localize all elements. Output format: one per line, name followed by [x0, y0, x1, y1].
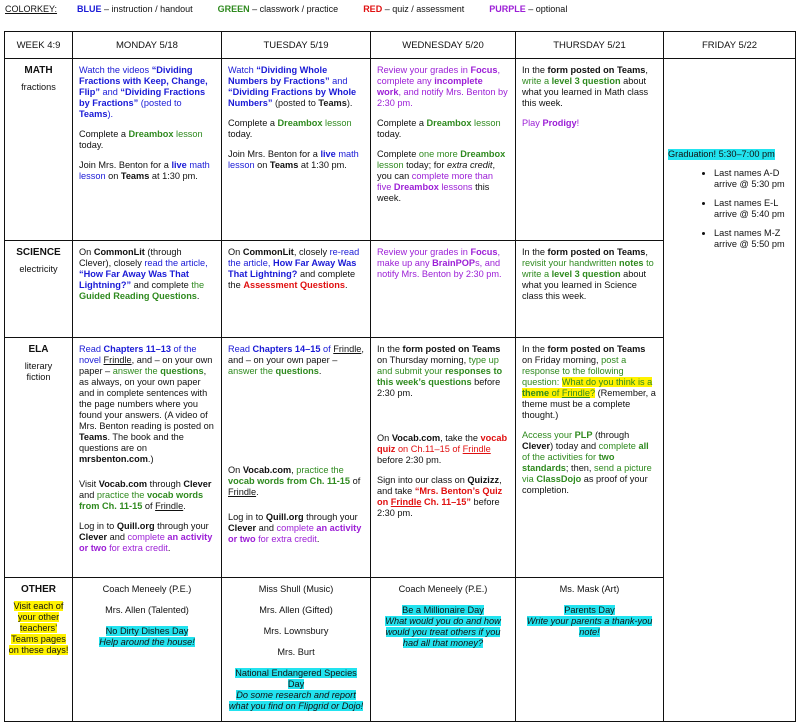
- ela-monday: Read Chapters 11–13 of the novel Frindle, and – on your own paper – answer the questions, as always, on your own paper and in complete sentences with the page numbers where you found your answers. (A video of Mrs. Benton reading is posted on Teams. The book and the questions are on mrsbenton.com.) Visit Vocab.com through Clever and practice the vocab words from Ch. 11-15 of Frindle. Log in to Quill.org through your Clever and complete an activity or two for extra credit.: [73, 338, 222, 578]
- math-thursday: In the form posted on Teams, write a level 3 question about what you learned in Math class this week. Play Prodigy!: [516, 59, 664, 241]
- subject-ela: [5, 338, 73, 578]
- subject-math-topic: fractions: [21, 82, 56, 92]
- other-tue-teacher-2: Mrs. Allen (Gifted): [259, 605, 333, 615]
- science-monday: On CommonLit (through Clever), closely read the article, “How Far Away Was That Lightning?” and complete the Guided Reading Questions.: [73, 241, 222, 338]
- other-wed-teacher-1: Coach Meneely (P.E.): [398, 584, 488, 594]
- key-red-desc: – quiz / assessment: [382, 4, 465, 14]
- other-mon-event: No Dirty Dishes Day: [105, 626, 189, 636]
- other-tuesday: [222, 578, 371, 722]
- science-wednesday: Review your grades in Focus, make up any BrainPOPs, and notify Mrs. Benton by 2:30 pm.: [371, 241, 516, 338]
- math-wednesday: Review your grades in Focus, complete any incomplete work, and notify Mrs. Benton by 2:30 pm. Complete a Dreambox lesson today. Complete one more Dreambox lesson today; for extra credit, you can complete more than five Dreambox lessons this week.: [371, 59, 516, 241]
- colorkey-title: COLORKEY:: [5, 4, 58, 14]
- other-monday: [73, 578, 222, 722]
- subject-science-name: SCIENCE: [16, 247, 61, 258]
- ela-wednesday: In the form posted on Teams on Thursday morning, type up and submit your responses to this week’s questions before 2:30 pm. On Vocab.com, take the vocab quiz on Ch.11–15 of Frindle before 2:30 pm. Sign into our class on Quizizz, and take “Mrs. Benton’s Quiz on Frindle Ch. 11–15” before 2:30 pm.: [371, 338, 516, 578]
- key-blue: BLUE: [77, 4, 102, 14]
- other-thu-teacher-1: Ms. Mask (Art): [559, 584, 620, 594]
- other-thursday: [516, 578, 664, 722]
- ela-thursday: In the form posted on Teams on Friday morning, post a response to the following question: What do you think is a theme of Frindle? (Remember, a theme must be a complete thought.) Access your PLP (through Clever) today and complete all of the activities for two standards; then, send a picture via ClassDojo as proof of your completion.: [516, 338, 664, 578]
- science-thursday: In the form posted on Teams, revisit your handwritten notes to write a level 3 question about what you learned in Science class this week.: [516, 241, 664, 338]
- key-blue-desc: – instruction / handout: [101, 4, 193, 14]
- subject-other-name: OTHER: [21, 584, 56, 595]
- math-tuesday: Watch “Dividing Whole Numbers by Fractions” and “Dividing Fractions by Whole Numbers” (posted to Teams). Complete a Dreambox lesson today. Join Mrs. Benton for a live math lesson on Teams at 1:30 pm.: [222, 59, 371, 241]
- subject-ela-genre-2: fiction: [26, 372, 51, 382]
- key-purple-desc: – optional: [525, 4, 568, 14]
- other-tue-teacher-4: Mrs. Burt: [277, 647, 315, 657]
- other-wednesday: [371, 578, 516, 722]
- header-friday: FRIDAY 5/22: [664, 32, 796, 59]
- arrival-item-mz: • Last names M-Z arrive @ 5:50 pm: [714, 228, 791, 250]
- weekly-schedule-table: [4, 31, 796, 722]
- graduation-note: Graduation! 5:30–7:00 pm: [668, 149, 775, 159]
- subject-math: [5, 59, 73, 241]
- subject-ela-name: ELA: [28, 344, 49, 355]
- header-tuesday: TUESDAY 5/19: [222, 32, 371, 59]
- subject-other: [5, 578, 73, 722]
- other-mon-event-task: Help around the house!: [99, 637, 195, 647]
- other-thu-event: Parents Day: [564, 605, 615, 615]
- other-teachers-note: Visit each of your other teachers’ Teams pages on these days!: [8, 601, 69, 655]
- graduation-arrival-list: [668, 168, 791, 250]
- other-tue-event-task: Do some research and report what you find on Flipgrid or Dojo!: [228, 690, 364, 711]
- other-tue-teacher-3: Mrs. Lownsbury: [263, 626, 329, 636]
- key-red: RED: [363, 4, 383, 14]
- key-purple: PURPLE: [489, 4, 526, 14]
- other-mon-teacher-1: Coach Meneely (P.E.): [102, 584, 192, 594]
- other-thu-event-task: Write your parents a thank-you note!: [526, 616, 653, 637]
- science-tuesday: On CommonLit, closely re-read the article, How Far Away Was That Lightning? and complete the Assessment Questions.: [222, 241, 371, 338]
- arrival-item-ad: • Last names A-D arrive @ 5:30 pm: [714, 168, 791, 190]
- key-green-desc: – classwork / practice: [249, 4, 339, 14]
- other-wed-event-task: What would you do and how would you treat others if you had all that money?: [385, 616, 501, 648]
- color-key: [5, 4, 795, 20]
- header-thursday: THURSDAY 5/21: [516, 32, 664, 59]
- subject-math-name: MATH: [24, 65, 53, 76]
- header-week: WEEK 4:9: [5, 32, 73, 59]
- subject-science-topic: electricity: [19, 264, 58, 274]
- ela-tuesday: Read Chapters 14–15 of Frindle, and – on your own paper – answer the questions. On Vocab.com, practice the vocab words from Ch. 11-15 of Frindle. Log in to Quill.org through your Clever and complete an activity or two for extra credit.: [222, 338, 371, 578]
- header-monday: MONDAY 5/18: [73, 32, 222, 59]
- other-mon-teacher-2: Mrs. Allen (Talented): [105, 605, 189, 615]
- subject-ela-genre-1: literary: [24, 361, 53, 371]
- other-tue-event: National Endangered Species Day: [235, 668, 357, 689]
- other-tue-teacher-1: Miss Shull (Music): [258, 584, 334, 594]
- other-wed-event: Be a Millionaire Day: [402, 605, 484, 615]
- key-green: GREEN: [217, 4, 250, 14]
- subject-science: [5, 241, 73, 338]
- friday-column: [664, 59, 796, 722]
- arrival-item-el: • Last names E-L arrive @ 5:40 pm: [714, 198, 791, 220]
- header-wednesday: WEDNESDAY 5/20: [371, 32, 516, 59]
- math-monday: Watch the videos “Dividing Fractions with Keep, Change, Flip” and “Dividing Fractions by Fractions” (posted to Teams). Complete a Dreambox lesson today. Join Mrs. Benton for a live math lesson on Teams at 1:30 pm.: [73, 59, 222, 241]
